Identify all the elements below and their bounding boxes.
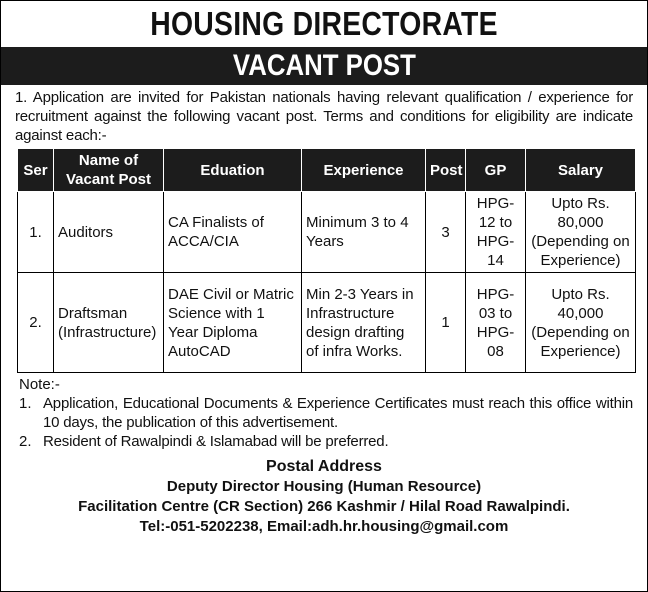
- note-number: 2.: [19, 433, 32, 450]
- col-header-ser: Ser: [18, 149, 54, 192]
- note-item: [19, 432, 633, 451]
- col-header-salary: Salary: [526, 149, 636, 192]
- vacancy-table: [17, 148, 636, 373]
- intro-paragraph: 1. Application are invited for Pakistan nationals having relevant qualification / experience for recruitment against the following vacant post. Terms and conditions for eligibility are indicate against each:-: [15, 89, 633, 144]
- note-text: Resident of Rawalpindi & Islamabad will be preferred.: [43, 433, 389, 450]
- vacant-post-title: VACANT POST: [232, 49, 416, 82]
- cell-experience: Minimum 3 to 4 Years: [302, 192, 426, 273]
- col-header-post: Post: [426, 149, 466, 192]
- table-row: [18, 192, 636, 273]
- note-number: 1.: [19, 395, 32, 412]
- col-header-experience: Experience: [302, 149, 426, 192]
- postal-line-address: Facilitation Centre (CR Section) 266 Kashmir / Hilal Road Rawalpindi.: [78, 498, 570, 515]
- cell-post: 1: [426, 273, 466, 373]
- notes-heading: Note:-: [19, 376, 60, 393]
- col-header-gp: GP: [466, 149, 526, 192]
- cell-education: CA Finalists of ACCA/CIA: [164, 192, 302, 273]
- directorate-title: HOUSING DIRECTORATE: [150, 5, 498, 42]
- vacant-post-banner: [1, 47, 647, 85]
- cell-name: Draftsman (Infrastructure): [54, 273, 164, 373]
- cell-ser: 1.: [18, 192, 54, 273]
- col-header-education: Eduation: [164, 149, 302, 192]
- postal-contact: Tel:-051-5202238, Email:adh.hr.housing@gmail.com: [139, 518, 509, 535]
- cell-ser: 2.: [18, 273, 54, 373]
- table-row: [18, 273, 636, 373]
- col-header-name: Name of Vacant Post: [54, 149, 164, 192]
- cell-salary: Upto Rs. 80,000 (Depending on Experience): [526, 192, 636, 273]
- cell-experience: Min 2-3 Years in Infrastructure design drafting of infra Works.: [302, 273, 426, 373]
- note-text: Application, Educational Documents & Experience Certificates must reach this office within 10 days, the publication of this advertisement.: [43, 395, 633, 431]
- cell-gp: HPG-12 to HPG-14: [466, 192, 526, 273]
- postal-line-office: Deputy Director Housing (Human Resource): [166, 478, 482, 495]
- notes-section: [1, 373, 647, 451]
- cell-gp: HPG-03 to HPG-08: [466, 273, 526, 373]
- note-item: [19, 394, 633, 432]
- postal-address-block: [1, 457, 647, 537]
- postal-heading: Postal Address: [266, 458, 382, 475]
- cell-name: Auditors: [54, 192, 164, 273]
- table-header-row: [18, 149, 636, 192]
- cell-post: 3: [426, 192, 466, 273]
- cell-education: DAE Civil or Matric Science with 1 Year Diploma AutoCAD: [164, 273, 302, 373]
- cell-salary: Upto Rs. 40,000 (Depending on Experience): [526, 273, 636, 373]
